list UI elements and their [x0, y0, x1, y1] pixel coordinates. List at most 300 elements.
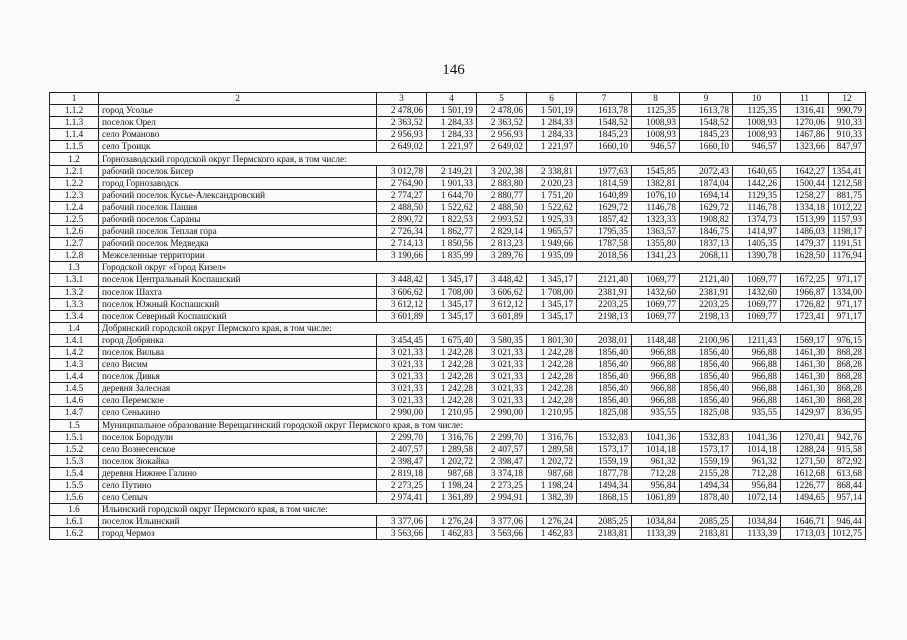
- value-cell: 1271,50: [781, 455, 829, 467]
- row-code: 1.2.5: [50, 213, 99, 225]
- value-cell: 1 316,76: [527, 431, 577, 443]
- row-code: 1.4.4: [50, 371, 99, 383]
- value-cell: 1494,65: [781, 492, 829, 504]
- settlement-name: село Висим: [99, 359, 377, 371]
- table-row: [50, 298, 866, 310]
- value-cell: 1125,35: [632, 105, 680, 117]
- value-cell: 1198,17: [829, 226, 866, 238]
- value-cell: 712,28: [733, 467, 781, 479]
- value-cell: 1479,37: [781, 238, 829, 250]
- value-cell: 1573,17: [680, 443, 733, 455]
- value-cell: 1148,48: [632, 334, 680, 346]
- value-cell: 2 407,57: [377, 443, 427, 455]
- table-row: [50, 407, 866, 419]
- value-cell: 3 021,33: [477, 346, 527, 358]
- settlement-name: поселок Бородули: [99, 431, 377, 443]
- value-cell: 1 242,28: [427, 395, 477, 407]
- value-cell: 1008,93: [733, 129, 781, 141]
- row-code: 1.6: [50, 504, 99, 516]
- table-row: [50, 141, 866, 153]
- value-cell: 1878,40: [680, 492, 733, 504]
- value-cell: 1 822,53: [427, 213, 477, 225]
- value-cell: 1 289,58: [527, 443, 577, 455]
- value-cell: 2085,25: [680, 516, 733, 528]
- value-cell: 2203,25: [577, 298, 632, 310]
- value-cell: 2381,91: [680, 286, 733, 298]
- value-cell: 2038,01: [577, 334, 632, 346]
- value-cell: 2 649,02: [477, 141, 527, 153]
- value-cell: 2 299,70: [477, 431, 527, 443]
- value-cell: 2 956,93: [377, 129, 427, 141]
- value-cell: 1 242,28: [427, 371, 477, 383]
- value-cell: 3 021,33: [377, 383, 427, 395]
- value-cell: 1 751,20: [527, 189, 577, 201]
- value-cell: 1133,39: [632, 528, 680, 540]
- value-cell: 1 242,28: [527, 395, 577, 407]
- value-cell: 1 345,17: [527, 298, 577, 310]
- value-cell: 2 398,47: [377, 455, 427, 467]
- value-cell: 2381,91: [577, 286, 632, 298]
- section-row: [50, 419, 866, 431]
- settlement-name: село Сенькино: [99, 407, 377, 419]
- column-header: 3: [377, 93, 427, 105]
- value-cell: 2 299,70: [377, 431, 427, 443]
- value-cell: 1494,34: [577, 480, 632, 492]
- value-cell: 1211,43: [733, 334, 781, 346]
- value-cell: 3 021,33: [377, 359, 427, 371]
- settlement-name: поселок Центральный Коспашский: [99, 274, 377, 286]
- column-header: 1: [50, 93, 99, 105]
- value-cell: 1191,51: [829, 238, 866, 250]
- value-cell: 2068,11: [680, 250, 733, 262]
- settlement-name: город Усолье: [99, 105, 377, 117]
- value-cell: 1 242,28: [527, 371, 577, 383]
- settlement-name: поселок Южный Коспашский: [99, 298, 377, 310]
- value-cell: 1 522,62: [527, 201, 577, 213]
- value-cell: 1461,30: [781, 346, 829, 358]
- value-cell: 1146,78: [733, 201, 781, 213]
- settlement-name: поселок Зюкайка: [99, 455, 377, 467]
- value-cell: 1355,80: [632, 238, 680, 250]
- column-header: 10: [733, 93, 781, 105]
- row-code: 1.5.4: [50, 467, 99, 479]
- settlement-name: село Сепыч: [99, 492, 377, 504]
- value-cell: 2 478,06: [377, 105, 427, 117]
- value-cell: 1846,75: [680, 226, 733, 238]
- value-cell: 881,75: [829, 189, 866, 201]
- value-cell: 3 612,12: [377, 298, 427, 310]
- value-cell: 1354,41: [829, 165, 866, 177]
- value-cell: 2 883,80: [477, 177, 527, 189]
- column-header: 11: [781, 93, 829, 105]
- row-code: 1.2.8: [50, 250, 99, 262]
- row-code: 1.3: [50, 262, 99, 274]
- value-cell: 2 488,50: [377, 201, 427, 213]
- value-cell: 1 210,95: [427, 407, 477, 419]
- value-cell: 1461,30: [781, 359, 829, 371]
- section-row: [50, 322, 866, 334]
- value-cell: 3 448,42: [477, 274, 527, 286]
- table-row: [50, 250, 866, 262]
- value-cell: 1041,36: [632, 431, 680, 443]
- value-cell: 1 345,17: [527, 274, 577, 286]
- value-cell: 1569,17: [781, 334, 829, 346]
- value-cell: 956,84: [733, 480, 781, 492]
- value-cell: 1966,87: [781, 286, 829, 298]
- table-row: [50, 117, 866, 129]
- value-cell: 1008,93: [733, 117, 781, 129]
- value-cell: 2 273,25: [377, 480, 427, 492]
- value-cell: 1 284,33: [527, 117, 577, 129]
- value-cell: 946,57: [733, 141, 781, 153]
- value-cell: 1877,78: [577, 467, 632, 479]
- value-cell: 3 021,33: [377, 346, 427, 358]
- value-cell: 1672,25: [781, 274, 829, 286]
- value-cell: 1856,40: [577, 371, 632, 383]
- value-cell: 2 880,77: [477, 189, 527, 201]
- settlement-name: город Добрянка: [99, 334, 377, 346]
- value-cell: 966,88: [733, 383, 781, 395]
- table-row: [50, 431, 866, 443]
- value-cell: 3 021,33: [377, 395, 427, 407]
- value-cell: 1288,24: [781, 443, 829, 455]
- value-cell: 1461,30: [781, 371, 829, 383]
- value-cell: 1 345,17: [527, 310, 577, 322]
- table-row: [50, 177, 866, 189]
- value-cell: 1442,26: [733, 177, 781, 189]
- value-cell: 1856,40: [680, 371, 733, 383]
- column-header: 5: [477, 93, 527, 105]
- value-cell: 2 974,41: [377, 492, 427, 504]
- row-code: 1.5.3: [50, 455, 99, 467]
- row-code: 1.4.2: [50, 346, 99, 358]
- value-cell: 1 316,76: [427, 431, 477, 443]
- row-code: 1.6.2: [50, 528, 99, 540]
- value-cell: 946,57: [632, 141, 680, 153]
- row-code: 1.5.1: [50, 431, 99, 443]
- value-cell: 1868,15: [577, 492, 632, 504]
- settlement-name: село Троицк: [99, 141, 377, 153]
- value-cell: 1856,40: [577, 346, 632, 358]
- value-cell: 3 606,62: [477, 286, 527, 298]
- value-cell: 3 454,45: [377, 334, 427, 346]
- value-cell: 3 377,06: [377, 516, 427, 528]
- value-cell: 1857,42: [577, 213, 632, 225]
- value-cell: 1 242,28: [527, 346, 577, 358]
- column-header: 12: [829, 93, 866, 105]
- table-row: [50, 213, 866, 225]
- row-code: 1.3.2: [50, 286, 99, 298]
- value-cell: 1012,75: [829, 528, 866, 540]
- row-code: 1.5.5: [50, 480, 99, 492]
- value-cell: 2 994,91: [477, 492, 527, 504]
- value-cell: 1795,35: [577, 226, 632, 238]
- settlement-name: рабочий поселок Кусье-Александровский: [99, 189, 377, 201]
- value-cell: 1069,77: [733, 298, 781, 310]
- row-code: 1.1.5: [50, 141, 99, 153]
- value-cell: 1034,84: [733, 516, 781, 528]
- value-cell: 2 338,81: [527, 165, 577, 177]
- value-cell: 3 021,33: [477, 371, 527, 383]
- row-code: 1.2.2: [50, 177, 99, 189]
- row-code: 1.6.1: [50, 516, 99, 528]
- value-cell: 1 501,19: [427, 105, 477, 117]
- table-row: [50, 201, 866, 213]
- value-cell: 2 819,18: [377, 467, 427, 479]
- value-cell: 1 925,33: [527, 213, 577, 225]
- value-cell: 1069,77: [733, 310, 781, 322]
- value-cell: 2 764,90: [377, 177, 427, 189]
- value-cell: 1908,82: [680, 213, 733, 225]
- value-cell: 3 601,89: [477, 310, 527, 322]
- settlement-name: поселок Северный Коспашский: [99, 310, 377, 322]
- table-row: [50, 286, 866, 298]
- value-cell: 1 202,72: [527, 455, 577, 467]
- value-cell: 1825,08: [680, 407, 733, 419]
- value-cell: 957,14: [829, 492, 866, 504]
- value-cell: 1713,03: [781, 528, 829, 540]
- value-cell: 1 202,72: [427, 455, 477, 467]
- value-cell: 3 021,33: [477, 395, 527, 407]
- value-cell: 1374,73: [733, 213, 781, 225]
- section-title: Добрянский городской округ Пермского края, в том числе:: [99, 322, 866, 334]
- page-number: 146: [442, 62, 465, 78]
- value-cell: 1513,99: [781, 213, 829, 225]
- value-cell: 1 361,89: [427, 492, 477, 504]
- value-cell: 1837,13: [680, 238, 733, 250]
- row-code: 1.1.4: [50, 129, 99, 141]
- value-cell: 2 149,21: [427, 165, 477, 177]
- value-cell: 987,68: [427, 467, 477, 479]
- value-cell: 1874,04: [680, 177, 733, 189]
- value-cell: 3 021,33: [477, 359, 527, 371]
- value-cell: 1500,44: [781, 177, 829, 189]
- value-cell: 1432,60: [733, 286, 781, 298]
- value-cell: 1 289,58: [427, 443, 477, 455]
- value-cell: 1640,89: [577, 189, 632, 201]
- value-cell: 2 774,27: [377, 189, 427, 201]
- value-cell: 1226,77: [781, 480, 829, 492]
- row-code: 1.4.5: [50, 383, 99, 395]
- settlement-name: рабочий поселок Медведка: [99, 238, 377, 250]
- table-row: [50, 129, 866, 141]
- value-cell: 966,88: [733, 371, 781, 383]
- column-header: 6: [527, 93, 577, 105]
- settlement-name: поселок Шахта: [99, 286, 377, 298]
- value-cell: 1856,40: [680, 383, 733, 395]
- column-header: 9: [680, 93, 733, 105]
- value-cell: 1 276,24: [527, 516, 577, 528]
- value-cell: 971,17: [829, 310, 866, 322]
- value-cell: 2100,96: [680, 334, 733, 346]
- value-cell: 2072,43: [680, 165, 733, 177]
- value-cell: 3 606,62: [377, 286, 427, 298]
- value-cell: 961,32: [733, 455, 781, 467]
- value-cell: 2 488,50: [477, 201, 527, 213]
- value-cell: 966,88: [733, 395, 781, 407]
- value-cell: 1494,34: [680, 480, 733, 492]
- table-row: [50, 334, 866, 346]
- value-cell: 1 242,28: [427, 383, 477, 395]
- section-row: [50, 153, 866, 165]
- value-cell: 915,58: [829, 443, 866, 455]
- table-row: [50, 189, 866, 201]
- row-code: 1.4.6: [50, 395, 99, 407]
- value-cell: 1 644,70: [427, 189, 477, 201]
- value-cell: 2198,13: [680, 310, 733, 322]
- value-cell: 1014,18: [733, 443, 781, 455]
- value-cell: 868,28: [829, 359, 866, 371]
- value-cell: 1613,78: [577, 105, 632, 117]
- value-cell: 1041,36: [733, 431, 781, 443]
- value-cell: 3 289,76: [477, 250, 527, 262]
- value-cell: 2121,40: [680, 274, 733, 286]
- value-cell: 3 012,78: [377, 165, 427, 177]
- value-cell: 1069,77: [632, 298, 680, 310]
- table-row: [50, 480, 866, 492]
- value-cell: 1390,78: [733, 250, 781, 262]
- value-cell: 3 612,12: [477, 298, 527, 310]
- value-cell: 942,76: [829, 431, 866, 443]
- value-cell: 2 813,23: [477, 238, 527, 250]
- value-cell: 966,88: [632, 371, 680, 383]
- value-cell: 987,68: [527, 467, 577, 479]
- value-cell: 1559,19: [577, 455, 632, 467]
- table-row: [50, 528, 866, 540]
- value-cell: 2 363,52: [477, 117, 527, 129]
- tariff-table: [49, 92, 866, 540]
- value-cell: 956,84: [632, 480, 680, 492]
- value-cell: 3 021,33: [377, 371, 427, 383]
- row-code: 1.2.7: [50, 238, 99, 250]
- value-cell: 1548,52: [577, 117, 632, 129]
- value-cell: 1694,14: [680, 189, 733, 201]
- value-cell: 1 221,97: [527, 141, 577, 153]
- value-cell: 1 708,00: [427, 286, 477, 298]
- value-cell: 1 675,40: [427, 334, 477, 346]
- row-code: 1.5.2: [50, 443, 99, 455]
- value-cell: 1548,52: [680, 117, 733, 129]
- value-cell: 935,55: [632, 407, 680, 419]
- value-cell: 2 714,13: [377, 238, 427, 250]
- row-code: 1.4.1: [50, 334, 99, 346]
- row-code: 1.5: [50, 419, 99, 431]
- table-row: [50, 467, 866, 479]
- value-cell: 3 190,66: [377, 250, 427, 262]
- value-cell: 2 990,00: [477, 407, 527, 419]
- value-cell: 1 801,30: [527, 334, 577, 346]
- value-cell: 2 363,52: [377, 117, 427, 129]
- value-cell: 1323,66: [781, 141, 829, 153]
- value-cell: 2 020,23: [527, 177, 577, 189]
- value-cell: 1628,50: [781, 250, 829, 262]
- value-cell: 935,55: [733, 407, 781, 419]
- value-cell: 1814,59: [577, 177, 632, 189]
- value-cell: 1613,78: [680, 105, 733, 117]
- value-cell: 1612,68: [781, 467, 829, 479]
- value-cell: 1 522,62: [427, 201, 477, 213]
- table-row: [50, 165, 866, 177]
- value-cell: 1532,83: [577, 431, 632, 443]
- value-cell: 1405,35: [733, 238, 781, 250]
- value-cell: 1856,40: [577, 395, 632, 407]
- value-cell: 1486,03: [781, 226, 829, 238]
- column-header: 7: [577, 93, 632, 105]
- value-cell: 1559,19: [680, 455, 733, 467]
- value-cell: 868,28: [829, 346, 866, 358]
- settlement-name: поселок Дивья: [99, 371, 377, 383]
- settlement-name: поселок Орел: [99, 117, 377, 129]
- value-cell: 1 862,77: [427, 226, 477, 238]
- row-code: 1.2: [50, 153, 99, 165]
- row-code: 1.4: [50, 322, 99, 334]
- value-cell: 1341,23: [632, 250, 680, 262]
- value-cell: 2183,81: [680, 528, 733, 540]
- value-cell: 966,88: [632, 359, 680, 371]
- value-cell: 1 345,17: [427, 310, 477, 322]
- value-cell: 836,95: [829, 407, 866, 419]
- table-row: [50, 371, 866, 383]
- value-cell: 1856,40: [577, 359, 632, 371]
- value-cell: 1072,14: [733, 492, 781, 504]
- value-cell: 1629,72: [577, 201, 632, 213]
- settlement-name: Межселенные территории: [99, 250, 377, 262]
- section-row: [50, 504, 866, 516]
- section-title: Горнозаводский городской округ Пермского края, в том числе:: [99, 153, 866, 165]
- value-cell: 1414,97: [733, 226, 781, 238]
- value-cell: 1 198,24: [527, 480, 577, 492]
- value-cell: 1825,08: [577, 407, 632, 419]
- table-row: [50, 455, 866, 467]
- value-cell: 1660,10: [577, 141, 632, 153]
- value-cell: 2 478,06: [477, 105, 527, 117]
- column-header: 2: [99, 93, 377, 105]
- value-cell: 1532,83: [680, 431, 733, 443]
- value-cell: 1 949,66: [527, 238, 577, 250]
- value-cell: 1 835,99: [427, 250, 477, 262]
- row-code: 1.3.1: [50, 274, 99, 286]
- value-cell: 1 708,00: [527, 286, 577, 298]
- value-cell: 1 345,17: [427, 298, 477, 310]
- value-cell: 1856,40: [680, 395, 733, 407]
- table-row: [50, 395, 866, 407]
- value-cell: 1 276,24: [427, 516, 477, 528]
- value-cell: 1133,39: [733, 528, 781, 540]
- table-row: [50, 516, 866, 528]
- value-cell: 1258,27: [781, 189, 829, 201]
- value-cell: 1432,60: [632, 286, 680, 298]
- value-cell: 1467,86: [781, 129, 829, 141]
- value-cell: 1334,00: [829, 286, 866, 298]
- row-code: 1.2.3: [50, 189, 99, 201]
- value-cell: 1069,77: [733, 274, 781, 286]
- value-cell: 1146,78: [632, 201, 680, 213]
- value-cell: 1 210,95: [527, 407, 577, 419]
- table-row: [50, 274, 866, 286]
- value-cell: 1270,41: [781, 431, 829, 443]
- value-cell: 1856,40: [680, 346, 733, 358]
- value-cell: 3 202,38: [477, 165, 527, 177]
- value-cell: 1461,30: [781, 383, 829, 395]
- row-code: 1.1.3: [50, 117, 99, 129]
- value-cell: 1629,72: [680, 201, 733, 213]
- value-cell: 2198,13: [577, 310, 632, 322]
- value-cell: 1014,18: [632, 443, 680, 455]
- value-cell: 1363,57: [632, 226, 680, 238]
- row-code: 1.1.2: [50, 105, 99, 117]
- value-cell: 1845,23: [680, 129, 733, 141]
- settlement-name: город Чермоз: [99, 528, 377, 540]
